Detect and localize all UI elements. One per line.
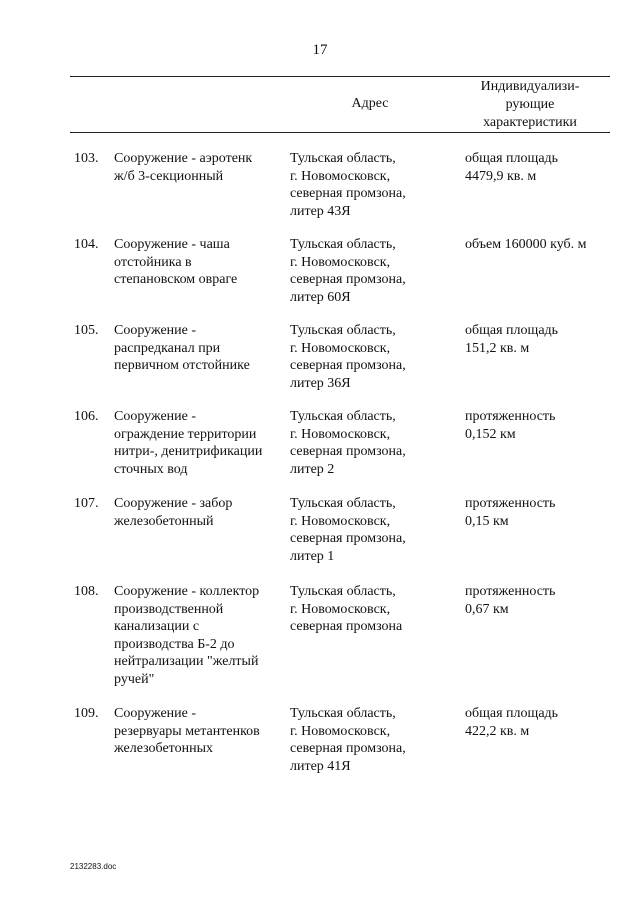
object-name-line: ж/б 3-секционный xyxy=(114,168,224,184)
object-name-line: ограждение территории xyxy=(114,426,257,442)
object-name-line: нейтрализации "желтый xyxy=(114,654,259,669)
object-name-line: Сооружение - забор xyxy=(114,496,233,511)
object-name-line: нитри-, денитрификации xyxy=(114,444,263,459)
object-address-line: г. Новомосковск, xyxy=(290,601,391,617)
object-address-line: Тульская область, xyxy=(290,151,396,166)
object-address-line: литер 1 xyxy=(290,548,335,564)
object-name xyxy=(114,322,284,375)
object-name-line: степановском овраге xyxy=(114,272,238,287)
object-name xyxy=(114,583,284,688)
column-header-address: Адрес xyxy=(351,96,389,111)
object-address-line: литер 2 xyxy=(290,461,335,477)
footer-filename: 2132283.doc xyxy=(70,862,117,871)
header-char-line: характеристики xyxy=(483,115,577,130)
object-characteristics-line: 4479,9 кв. м xyxy=(465,168,537,184)
object-characteristics xyxy=(465,583,615,618)
object-characteristics xyxy=(465,236,615,254)
header-bottom-rule xyxy=(70,132,610,133)
object-address-line: Тульская область, xyxy=(290,409,396,424)
object-address-line: г. Новомосковск, xyxy=(290,426,391,442)
object-characteristics xyxy=(465,150,615,185)
object-characteristics-line: протяженность xyxy=(465,584,556,599)
object-name-line: Сооружение - чаша xyxy=(114,237,230,252)
object-characteristics xyxy=(465,495,615,530)
object-address xyxy=(290,583,440,636)
object-address xyxy=(290,705,440,775)
object-characteristics-line: общая площадь xyxy=(465,151,559,166)
row-number: 108. xyxy=(74,584,99,599)
object-address-line: г. Новомосковск, xyxy=(290,513,391,529)
object-address-line: литер 36Я xyxy=(290,375,351,391)
object-name-line: Сооружение - xyxy=(114,409,197,424)
object-address-line: Тульская область, xyxy=(290,237,396,252)
object-characteristics-line: протяженность xyxy=(465,496,556,511)
object-address-line: северная промзона, xyxy=(290,358,406,373)
object-characteristics-line: общая площадь xyxy=(465,706,559,721)
object-address-line: г. Новомосковск, xyxy=(290,340,391,356)
object-name xyxy=(114,705,284,758)
object-name-line: железобетонный xyxy=(114,513,214,529)
object-name xyxy=(114,408,284,478)
header-char-line: Индивидуализи- xyxy=(480,79,580,94)
object-address-line: Тульская область, xyxy=(290,584,396,599)
header-char-line: рующие xyxy=(505,97,555,112)
object-name xyxy=(114,495,284,530)
row-number: 105. xyxy=(74,323,99,338)
object-address xyxy=(290,408,440,478)
object-characteristics-line: 422,2 кв. м xyxy=(465,723,530,739)
object-address-line: Тульская область, xyxy=(290,496,396,511)
object-name-line: производства Б-2 до xyxy=(114,636,235,652)
row-number: 104. xyxy=(74,237,99,252)
object-name-line: Сооружение - коллектор xyxy=(114,584,260,599)
object-address-line: г. Новомосковск, xyxy=(290,168,391,184)
object-characteristics-line: 151,2 кв. м xyxy=(465,340,530,356)
object-address-line: Тульская область, xyxy=(290,323,396,338)
object-characteristics xyxy=(465,408,615,443)
object-characteristics-line: общая площадь xyxy=(465,323,559,338)
object-name-line: производственной xyxy=(114,601,224,617)
object-name-line: Сооружение - аэротенк xyxy=(114,151,253,166)
object-name-line: железобетонных xyxy=(114,741,213,756)
row-number: 106. xyxy=(74,409,99,424)
row-number: 109. xyxy=(74,706,99,721)
object-name-line: резервуары метантенков xyxy=(114,723,260,739)
object-name-line: отстойника в xyxy=(114,254,192,270)
object-name-line: сточных вод xyxy=(114,461,188,477)
object-name-line: канализации с xyxy=(114,619,200,634)
object-address-line: литер 41Я xyxy=(290,758,351,774)
object-characteristics xyxy=(465,705,615,740)
column-header-characteristics xyxy=(455,78,605,132)
object-characteristics-line: объем 160000 куб. м xyxy=(465,237,587,252)
object-name-line: Сооружение - xyxy=(114,323,197,338)
object-name-line: Сооружение - xyxy=(114,706,197,721)
object-address-line: г. Новомосковск, xyxy=(290,723,391,739)
object-address-line: г. Новомосковск, xyxy=(290,254,391,270)
object-characteristics-line: 0,67 км xyxy=(465,601,509,617)
header-top-rule xyxy=(70,76,610,77)
object-name-line: первичном отстойнике xyxy=(114,358,250,373)
object-address-line: северная промзона, xyxy=(290,741,406,756)
object-characteristics-line: 0,152 км xyxy=(465,426,516,442)
object-address xyxy=(290,495,440,565)
object-name-line: ручей" xyxy=(114,671,155,687)
object-name xyxy=(114,150,284,185)
object-name xyxy=(114,236,284,289)
object-address-line: северная промзона xyxy=(290,619,403,634)
object-address-line: литер 60Я xyxy=(290,289,351,305)
object-address-line: Тульская область, xyxy=(290,706,396,721)
object-address xyxy=(290,150,440,220)
row-number: 107. xyxy=(74,496,99,511)
object-characteristics-line: 0,15 км xyxy=(465,513,509,529)
object-address-line: северная промзона, xyxy=(290,531,406,546)
page-number: 17 xyxy=(312,42,328,58)
row-number: 103. xyxy=(74,151,99,166)
object-address xyxy=(290,236,440,306)
object-address-line: северная промзона, xyxy=(290,272,406,287)
object-characteristics xyxy=(465,322,615,357)
object-address-line: северная промзона, xyxy=(290,186,406,201)
object-address-line: литер 43Я xyxy=(290,203,351,219)
object-characteristics-line: протяженность xyxy=(465,409,556,424)
object-name-line: распредканал при xyxy=(114,340,221,356)
object-address-line: северная промзона, xyxy=(290,444,406,459)
object-address xyxy=(290,322,440,392)
